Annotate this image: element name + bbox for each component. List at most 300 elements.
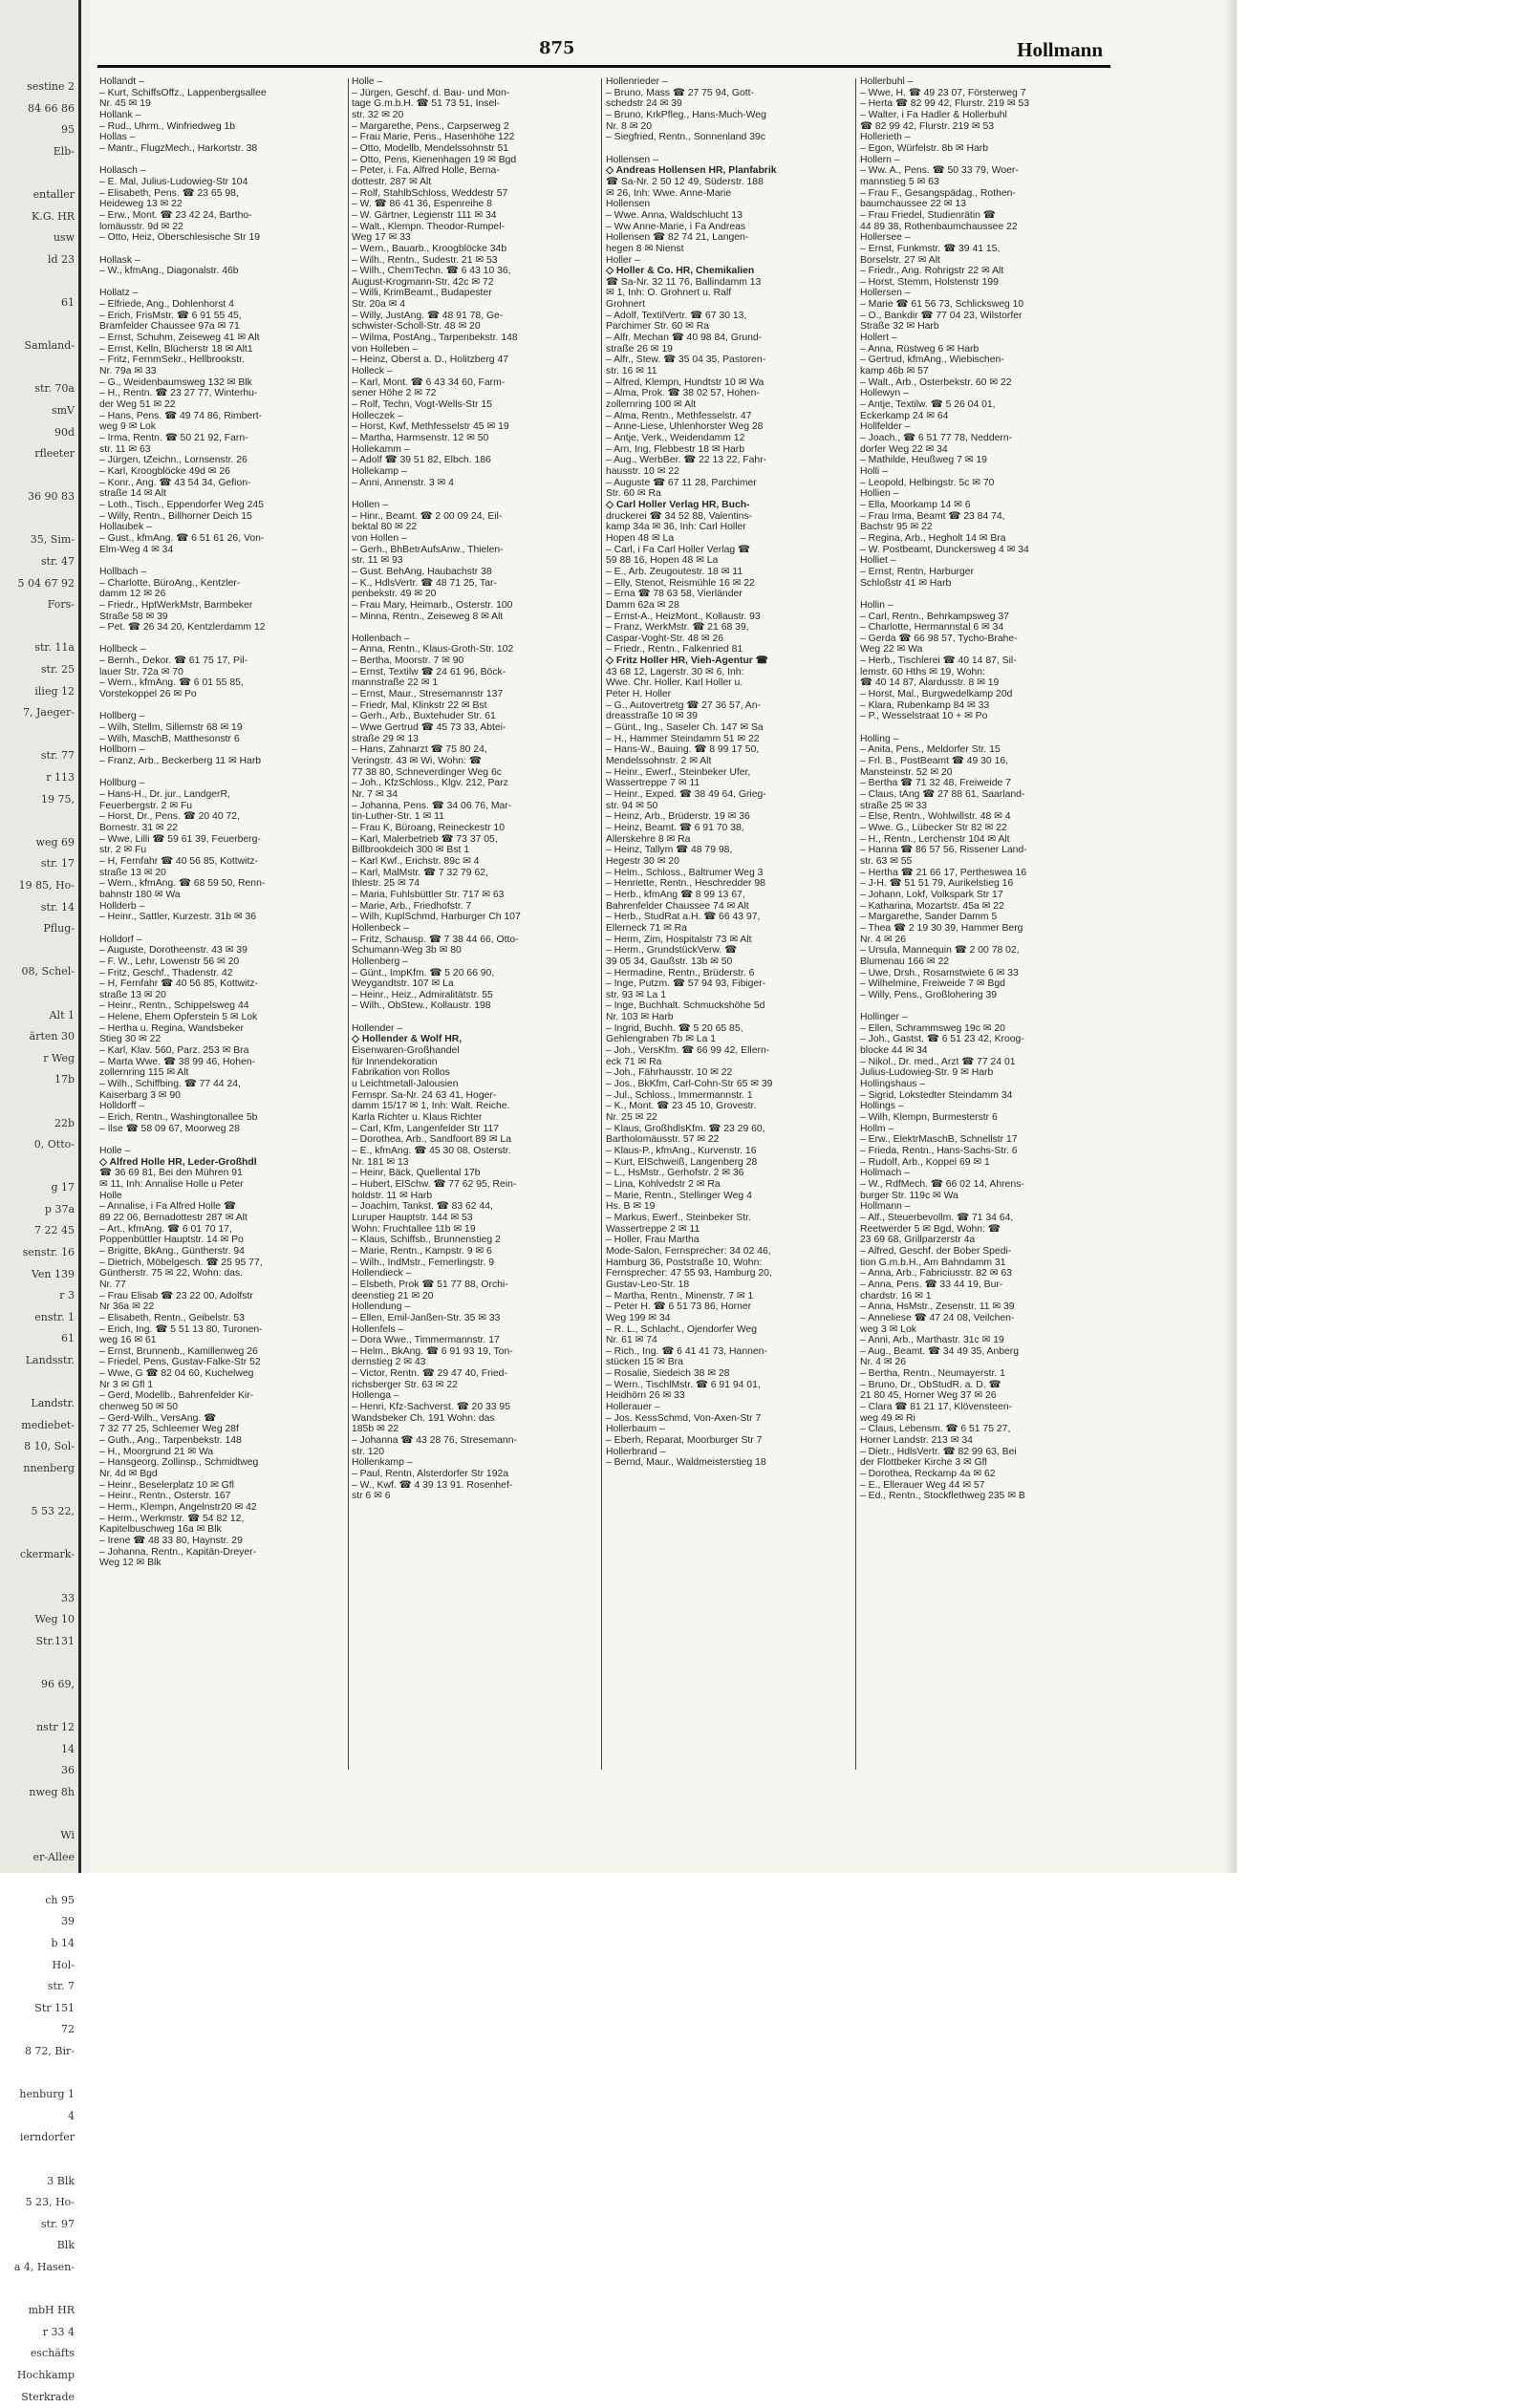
- directory-entry-line: str. 63 ✉ 55: [860, 855, 913, 867]
- directory-entry-line: 7 32 77 25, Schleemer Weg 28f: [99, 1424, 239, 1435]
- directory-entry-line: – E., Arb. Zeugoutestr. 18 ✉ 11: [606, 566, 743, 577]
- previous-page-fragment: [0, 983, 75, 1005]
- directory-entry-line: – Wern., Bauarb., Kroogblöcke 34b: [352, 243, 507, 254]
- directory-entry-line: – Markus, Ewerf., Steinbeker Str.: [606, 1212, 751, 1223]
- previous-page-fragment: ärten 30: [29, 1030, 75, 1043]
- previous-page-fragment: rfleeter: [34, 447, 75, 461]
- directory-entry-line: – Katharina, Mozartstr. 45a ✉ 22: [860, 900, 1004, 912]
- directory-entry-line: – Ella, Moorkamp 14 ✉ 6: [860, 499, 971, 510]
- directory-entry-line: – Egon, Würfelstr. 8b ✉ Harb: [860, 142, 989, 154]
- previous-page-fragment: Sterkrade: [21, 2390, 75, 2403]
- directory-entry-line: Julius-Ludowieg-Str. 9 ✉ Harb: [860, 1067, 994, 1079]
- directory-entry-line: – Hubert, ElSchw. ☎ 77 62 95, Rein-: [352, 1178, 517, 1190]
- surname-heading: Hollert –: [860, 333, 897, 344]
- surname-heading: Holliet –: [860, 555, 896, 567]
- directory-entry-line: str. 120: [352, 1446, 385, 1457]
- directory-entry-line: – Rolf, Techn, Vogt-Wells-Str 15: [352, 399, 492, 411]
- directory-entry-line: – P., Wesselstraat 10 + ✉ Po: [860, 711, 988, 722]
- surname-heading: Holldorff –: [99, 1101, 145, 1112]
- directory-entry-line: straße 13 ✉ 20: [99, 867, 166, 878]
- directory-entry-line: Borselstr. 27 ✉ Alt: [860, 254, 940, 266]
- surname-heading: von Holleben –: [352, 343, 419, 355]
- directory-entry-line: – Mantr., FlugzMech., Harkortstr. 38: [99, 142, 258, 154]
- directory-entry-line: – Jul., Schloss., Immermannstr. 1: [606, 1089, 753, 1101]
- directory-entry-line: – Wern., TischlMstr. ☎ 6 91 94 01,: [606, 1379, 761, 1390]
- previous-page-fragment: [0, 357, 75, 379]
- previous-page-fragment: 84 66 86: [28, 101, 75, 115]
- directory-entry-line: Bahrenfelder Chaussee 74 ✉ Alt: [606, 900, 749, 912]
- previous-page-fragment: 36: [61, 1764, 75, 1777]
- directory-entry-line: – Ernst, Kelln, Blücherstr 18 ✉ Alt1: [99, 343, 253, 355]
- previous-page-fragments: [0, 0, 78, 2408]
- previous-page-fragment: 22b: [54, 1116, 75, 1129]
- directory-entry-line: burger Str. 119c ✉ Wa: [860, 1190, 958, 1201]
- directory-entry-line: Hollensen: [606, 199, 651, 210]
- directory-entry-line: – Anita, Pens., Meldorfer Str. 15: [860, 744, 1001, 756]
- blank-line: [352, 1012, 596, 1023]
- directory-entry-line: ☎ 36 69 81, Bei den Mühren 91: [99, 1168, 243, 1179]
- directory-entry-line: – Helm., Schloss., Baltrumer Weg 3: [606, 867, 764, 878]
- previous-page-fragment: 61: [61, 295, 75, 309]
- previous-page-fragment: [0, 1696, 75, 1718]
- previous-page-fragment: 33: [61, 1591, 75, 1604]
- directory-entry-line: ☎ Sa-Nr. 32 11 76, Ballindamm 13: [606, 276, 762, 288]
- directory-entry-line: – Ernst, Brunnenb., Kamillenweg 26: [99, 1345, 258, 1357]
- surname-heading: Hollbeck –: [99, 644, 146, 656]
- surname-heading: Hollewyn –: [860, 388, 909, 399]
- directory-entry-line: Eisenwaren-Großhandel: [352, 1045, 460, 1057]
- directory-entry-line: – Mathilde, Heußweg 7 ✉ 19: [860, 455, 987, 466]
- directory-entry-line: bektal 80 ✉ 22: [352, 522, 418, 533]
- directory-entry-line: – Kurt, ElSchweiß, Langenberg 28: [606, 1156, 758, 1168]
- directory-entry-line: – Lina, Kohlvedstr 2 ✉ Ra: [606, 1178, 721, 1190]
- previous-page-fragment: [0, 1523, 75, 1545]
- previous-page-fragment: str. 11a: [34, 641, 75, 655]
- previous-page-fragment: ilieg 12: [34, 684, 75, 698]
- previous-page-fragment: r Weg: [43, 1051, 75, 1064]
- surname-heading: Hollatz –: [99, 288, 139, 299]
- surname-heading: Hollingshaus –: [860, 1079, 926, 1090]
- directory-entry-line: – Ww. A., Pens. ☎ 50 33 79, Woer-: [860, 165, 1019, 177]
- previous-page-fragment: 35, Sim-: [30, 533, 75, 547]
- directory-entry-line: Grohnert: [606, 299, 646, 311]
- directory-entry-line: str 6 ✉ 6: [352, 1491, 391, 1502]
- directory-entry-line: – Annalise, i Fa Alfred Holle ☎: [99, 1201, 236, 1213]
- directory-entry-line: chenweg 50 ✉ 50: [99, 1402, 179, 1413]
- directory-entry-line: – Siegfried, Rentn., Sonnenland 39c: [606, 132, 765, 143]
- directory-entry-line: – Dorothea, Arb., Sandfoort 89 ✉ La: [352, 1134, 511, 1146]
- directory-entry-line: str. 2 ✉ Fu: [99, 845, 147, 856]
- directory-entry-line: – Otto, Pens, Kienenhagen 19 ✉ Bgd: [352, 154, 517, 165]
- blank-line: [99, 155, 344, 166]
- directory-entry-line: Elm-Weg 4 ✉ 34: [99, 544, 174, 555]
- directory-entry-line: – Wwe. Anna, Waldschlucht 13: [606, 209, 743, 221]
- directory-entry-line: – Hans-H., Dr. jur., LandgerR,: [99, 789, 230, 800]
- previous-page-fragment: senstr. 16: [22, 1246, 75, 1259]
- previous-page-fragment: henburg 1: [19, 2088, 75, 2101]
- directory-entry-line: blocke 44 ✉ 34: [860, 1045, 928, 1057]
- directory-entry-line: – Frau Elisab ☎ 23 22 00, Adolfstr: [99, 1290, 253, 1301]
- previous-page-fragment: [0, 270, 75, 292]
- directory-entry-line: – Anna, Pens. ☎ 33 44 19, Bur-: [860, 1279, 1003, 1290]
- directory-entry-line: Nr. 4d ✉ Bgd: [99, 1469, 158, 1480]
- previous-page-fragment: Alt 1: [49, 1008, 75, 1021]
- previous-page-fragment: [0, 616, 75, 638]
- directory-entry-line: Mode-Salon, Fernsprecher: 34 02 46,: [606, 1245, 771, 1257]
- directory-entry-line: – Minna, Rentn., Zeiseweg 8 ✉ Alt: [352, 611, 504, 622]
- directory-entry-line: Wandsbeker Ch. 191 Wohn: das: [352, 1412, 495, 1424]
- directory-entry-line: – Wilh, MaschB, Matthesonstr 6: [99, 733, 240, 744]
- directory-entry-line: – Martha, Harmsenstr. 12 ✉ 50: [352, 433, 489, 443]
- directory-entry-line: sener Höhe 2 ✉ 72: [352, 388, 437, 399]
- directory-entry-line: – H., Hammer Steindamm 51 ✉ 22: [606, 733, 760, 744]
- directory-entry-line: – Heinr., Ewerf., Steinbeker Ufer,: [606, 766, 751, 778]
- directory-entry-line: – Wilh, Klempn, Burmesterstr 6: [860, 1112, 998, 1124]
- directory-entry-line: – Regina, Arb., Hegholt 14 ✉ Bra: [860, 532, 1006, 544]
- directory-entry-line: – Heinr., Exped. ☎ 38 49 64, Grieg-: [606, 789, 766, 800]
- directory-entry-line: – Fritz, FernmSekr., Hellbrookstr.: [99, 355, 245, 366]
- directory-entry-line: – Hans, Zahnarzt ☎ 75 80 24,: [352, 744, 487, 756]
- directory-entry-line: dorfer Weg 22 ✉ 34: [860, 443, 948, 455]
- previous-page-fragment: mbH HR: [28, 2304, 75, 2317]
- directory-entry-line: – Fritz, Schausp. ☎ 7 38 44 66, Otto-: [352, 934, 519, 945]
- directory-entry-line: – Bertha ☎ 71 32 48, Freiweide 7: [860, 778, 1011, 789]
- directory-entry-line: – Marta Wwe. ☎ 38 99 46, Hohen-: [99, 1056, 256, 1067]
- directory-entry-line: – Walter, i Fa Hadler & Hollerbuhl: [860, 109, 1007, 120]
- surname-heading: Hollm –: [860, 1123, 894, 1134]
- directory-entry-line: – Dora Wwe., Timmermannstr. 17: [352, 1335, 500, 1346]
- directory-entry-line: – Eberh, Reparat, Moorburger Str 7: [606, 1435, 763, 1447]
- directory-entry-line: – Anne-Liese, Uhlenhorster Weg 28: [606, 421, 764, 433]
- directory-entry-line: – Horst, Mal., Burgwedelkamp 20d: [860, 689, 1013, 700]
- surname-heading: Holli –: [860, 465, 888, 477]
- directory-entry-line: – Karl, Mont. ☎ 6 43 34 60, Farm-: [352, 376, 506, 388]
- directory-entry-line: Str. 60 ✉ Ra: [606, 488, 661, 500]
- directory-entry-line: – F. W., Lehr, Lowenstr 56 ✉ 20: [99, 956, 240, 967]
- directory-entry-line: – G., Weidenbaumsweg 132 ✉ Blk: [99, 376, 252, 388]
- directory-entry-line: Fernspr. Sa-Nr. 24 63 41, Hoger-: [352, 1089, 497, 1101]
- directory-entry-line: – Leopold, Helbingstr. 5c ✉ 70: [860, 477, 995, 488]
- directory-entry-line: – Johanna, Rentn., Kapitän-Dreyer-: [99, 1546, 257, 1558]
- directory-entry-line: – Bertha, Rentn., Neumayerstr. 1: [860, 1368, 1005, 1380]
- directory-entry-line: – Wern., kfmAng. ☎ 68 59 50, Renn-: [99, 878, 266, 890]
- directory-entry-line: – Inge, Buchhalt. Schmuckshöhe 5d: [606, 1000, 765, 1012]
- directory-entry-line: – Martha, Rentn., Minenstr. 7 ✉ 1: [606, 1290, 754, 1301]
- directory-entry-line: – Jürgen, tZeichn., Lornsenstr. 26: [99, 455, 248, 466]
- directory-entry-line: tin-Luther-Str. 1 ✉ 11: [352, 811, 444, 823]
- surname-heading: Hollin –: [860, 599, 894, 611]
- directory-entry-line: eck 71 ✉ Ra: [606, 1056, 662, 1067]
- directory-entry-line: – Hermadine, Rentn., Brüderstr. 6: [606, 967, 755, 978]
- directory-entry-line: Nr. 45 ✉ 19: [99, 98, 151, 110]
- directory-entry-line: Bramfelder Chaussee 97a ✉ 71: [99, 321, 240, 333]
- directory-entry-line: – Willy, Rentn., Billhorner Deich 15: [99, 510, 252, 522]
- column-divider: [348, 78, 349, 1770]
- directory-entry-line: – Willy, Pens., Großlohering 39: [860, 989, 998, 1000]
- directory-entry-line: Holle: [99, 1190, 122, 1201]
- previous-page-fragment: 5 53 22,: [31, 1505, 75, 1518]
- surname-heading: Hollborn –: [99, 744, 145, 756]
- directory-entry-line: – Alfr., Stew. ☎ 35 04 35, Pastoren-: [606, 355, 766, 366]
- previous-page-fragment: K.G. HR: [32, 209, 75, 223]
- directory-entry-line: – Wilh., ObStew., Kollaustr. 198: [352, 1000, 491, 1012]
- directory-entry-line: – Anna, Rüstweg 6 ✉ Harb: [860, 343, 980, 355]
- directory-entry-line: – Wilh, KuplSchmd, Harburger Ch 107: [352, 912, 521, 923]
- previous-page-fragment: r 3: [59, 1289, 75, 1302]
- previous-page-fragment: [0, 1091, 75, 1113]
- directory-entry-line: – Frl. B., PostBeamt ☎ 49 30 16,: [860, 756, 1009, 767]
- previous-page-fragment: [0, 810, 75, 832]
- directory-entry-line: Hollensen ☎ 82 74 21, Langen-: [606, 232, 749, 244]
- directory-entry-line: – Herb., kfmAng ☎ 8 99 13 67,: [606, 889, 745, 900]
- directory-entry-line: str. 32 ✉ 20: [352, 109, 404, 120]
- directory-entry-line: – Karl, Klav. 560, Parz. 253 ✉ Bra: [99, 1045, 249, 1057]
- directory-entry-line: schwister-Scholl-Str. 48 ✉ 20: [352, 321, 481, 333]
- directory-entry-line: mannstieg 5 ✉ 63: [860, 176, 939, 187]
- directory-entry-line: Bachstr 95 ✉ 22: [860, 522, 933, 533]
- surname-heading: Hollensen –: [606, 154, 658, 165]
- surname-heading: Hollank –: [99, 109, 141, 120]
- directory-entry-line: – Clara ☎ 81 21 17, Klövensteen-: [860, 1402, 1013, 1413]
- previous-page-fragment: usw: [53, 231, 75, 245]
- directory-entry-line: – Dietr., HdlsVertr. ☎ 82 99 63, Bei: [860, 1446, 1017, 1457]
- previous-page-fragment: [0, 1804, 75, 1826]
- directory-entry-line: dreasstraße 10 ✉ 39: [606, 711, 698, 722]
- directory-entry-line: str. 94 ✉ 50: [606, 800, 658, 811]
- previous-page-fragment: str. 25: [40, 663, 75, 677]
- surname-heading: Holldorf –: [99, 934, 142, 945]
- running-head: Hollmann: [1017, 38, 1103, 61]
- surname-heading: Hollerbuhl –: [860, 76, 914, 87]
- previous-page-fragment: [0, 508, 75, 530]
- directory-entry-line: Karla Richter u. Klaus Richter: [352, 1112, 483, 1124]
- directory-entry-line: deenstieg 21 ✉ 20: [352, 1290, 434, 1301]
- surname-heading: Hollen –: [352, 499, 389, 510]
- previous-page-fragment: Str.131: [35, 1634, 75, 1647]
- directory-entry-line: – Kurt, SchiffsOffz., Lappenbergsallee: [99, 87, 267, 98]
- previous-page-fragment: [0, 724, 75, 746]
- surname-heading: Holle –: [352, 76, 383, 87]
- surname-heading: Hollersen –: [860, 288, 911, 299]
- previous-page-fragment: [0, 2279, 75, 2301]
- directory-entry-line: – Otto, Modellb, Mendelssohnstr 51: [352, 142, 509, 154]
- directory-entry-line: – Erna ☎ 78 63 58, Vierländer: [606, 589, 743, 600]
- directory-entry-line: – Elfriede, Ang., Dohlenhorst 4: [99, 299, 234, 311]
- directory-entry-line: – Otto, Heiz, Oberschlesische Str 19: [99, 232, 261, 244]
- directory-entry-line: – Frau Marie, Pens., Hasenhöhe 122: [352, 132, 515, 143]
- directory-entry-line: – Carl, Kfm, Langenfelder Str 117: [352, 1123, 500, 1134]
- directory-entry-line: – Ernst-A., HeizMont., Kollaustr. 93: [606, 611, 761, 622]
- directory-entry-line: – Friedr., HptWerkMstr, Barmbeker: [99, 599, 253, 611]
- directory-entry-line: – Erw., ElektrMaschB, Schnellstr 17: [860, 1134, 1018, 1146]
- previous-page-fragment: 14: [61, 1742, 75, 1755]
- previous-page-fragment: str. 47: [40, 555, 75, 569]
- directory-entry-line: Bornestr. 31 ✉ 22: [99, 822, 179, 833]
- directory-entry-line: – Ernst, Maur., Stresemannstr 137: [352, 689, 504, 700]
- directory-entry-line: – Günt., ImpKfm. ☎ 5 20 66 90,: [352, 967, 495, 978]
- surname-heading: Hollekamm –: [352, 443, 410, 455]
- directory-entry-line: – Else, Rentn., Wohlwillstr. 48 ✉ 4: [860, 811, 1011, 823]
- surname-heading: Hollbach –: [99, 566, 147, 577]
- directory-entry-line: ◇ Alfred Holle HR, Leder-Großhdl: [99, 1156, 257, 1168]
- directory-entry-line: 77 38 80, Schneverdinger Weg 6c: [352, 766, 502, 778]
- directory-entry-line: Hegestr 30 ✉ 20: [606, 855, 679, 867]
- directory-entry-line: – Antje, Verk., Weidendamm 12: [606, 433, 745, 443]
- directory-entry-line: – Joh., KfzSchloss., Klgv. 212, Parz: [352, 778, 508, 789]
- directory-entry-line: straße 14 ✉ Alt: [99, 488, 166, 500]
- directory-entry-line: – Joh., Gastst. ☎ 6 51 23 42, Kroog-: [860, 1034, 1024, 1045]
- directory-entry-line: – Charlotte, BüroAng., Kentzler-: [99, 577, 241, 589]
- directory-entry-line: str. 93 ✉ La 1: [606, 989, 667, 1000]
- surname-heading: Holle –: [99, 1146, 131, 1156]
- surname-heading: Hollburg –: [99, 778, 145, 789]
- directory-entry-line: – Victor, Rentn. ☎ 29 47 40, Fried-: [352, 1368, 507, 1380]
- directory-entry-line: – Auguste, Dorotheenstr. 43 ✉ 39: [99, 945, 248, 957]
- directory-entry-line: – Karl, Kroogblöcke 49d ✉ 26: [99, 465, 230, 477]
- previous-page-fragment: Weg 10: [34, 1613, 75, 1626]
- directory-entry-line: str. 11 ✉ 63: [99, 443, 151, 455]
- previous-page-fragment: 0, Otto-: [33, 1138, 75, 1151]
- surname-heading: Hollenfels –: [352, 1323, 404, 1335]
- directory-entry-line: str. 11 ✉ 93: [352, 555, 403, 567]
- directory-entry-line: Schloßstr 41 ✉ Harb: [860, 577, 952, 589]
- previous-page-fragment: Samland-: [24, 339, 75, 353]
- directory-entry-line: – Marie, Arb., Friedhofstr. 7: [352, 900, 472, 912]
- surname-heading: Hollerieth –: [860, 132, 911, 143]
- directory-entry-line: – Friedr, Mal, Klinkstr 22 ✉ Bst: [352, 699, 487, 711]
- directory-entry-line: – O., Bankdir ☎ 77 04 23, Wilstorfer: [860, 310, 1023, 321]
- page-edge-shadow: [1223, 0, 1237, 1873]
- directory-entry-line: – Heinz, Arb., Brüderstr. 19 ✉ 36: [606, 811, 750, 823]
- directory-entry-line: – Joach., ☎ 6 51 77 78, Neddern-: [860, 433, 1013, 443]
- directory-entry-line: – W. Gärtner, Legienstr 111 ✉ 34: [352, 209, 497, 221]
- directory-entry-line: Caspar-Voght-Str. 48 ✉ 26: [606, 633, 724, 644]
- directory-entry-line: – W., Kwf. ☎ 4 39 13 91. Rosenhef-: [352, 1479, 513, 1491]
- surname-heading: Hollmann –: [860, 1201, 911, 1213]
- directory-entry-line: druckerei ☎ 34 52 88, Valentins-: [606, 510, 753, 522]
- directory-entry-line: weg 16 ✉ 61: [99, 1335, 157, 1346]
- surname-heading: Holler –: [606, 254, 640, 266]
- previous-page-fragment: str. 14: [40, 900, 75, 914]
- directory-entry-line: – Erw., Mont. ☎ 23 42 24, Bartho-: [99, 209, 252, 221]
- directory-entry-line: – Anna, Arb., Fabriciusstr. 82 ✉ 63: [860, 1268, 1012, 1279]
- directory-entry-line: Kaiserbarg 3 ✉ 90: [99, 1089, 181, 1101]
- directory-entry-line: – Sigrid, Lokstedter Steindamm 34: [860, 1089, 1013, 1101]
- directory-entry-line: – Helene, Ehem Opferstein 5 ✉ Lok: [99, 1012, 258, 1023]
- directory-entry-line: Hopen 48 ✉ La: [606, 532, 675, 544]
- directory-entry-line: ◇ Hollender & Wolf HR,: [352, 1034, 463, 1045]
- column-divider: [601, 78, 602, 1770]
- directory-entry-line: u Leichtmetall-Jalousien: [352, 1079, 459, 1090]
- directory-entry-line: Str. 20a ✉ 4: [352, 299, 406, 311]
- page-header: [90, 38, 1103, 67]
- directory-entry-line: – Holler, Frau Martha: [606, 1235, 700, 1246]
- directory-entry-line: der Flottbeker Kirche 3 ✉ Gfl: [860, 1457, 987, 1469]
- directory-entry-line: – Henriette, Rentn., Heschredder 98: [606, 878, 765, 890]
- directory-entry-line: – K., Mont. ☎ 23 45 10, Grovestr.: [606, 1101, 757, 1112]
- previous-page-fragment: [0, 1566, 75, 1588]
- directory-entry-line: zollernring 100 ✉ Alt: [606, 399, 697, 411]
- directory-entry-line: ◇ Carl Holler Verlag HR, Buch-: [606, 499, 750, 510]
- directory-entry-line: – Anni, Arb., Marthastr. 31c ✉ 19: [860, 1335, 1004, 1346]
- directory-entry-line: – Klaus, Schiffsb., Brunnenstieg 2: [352, 1235, 501, 1246]
- directory-entry-line: – R. L., Schlacht., Ojendorfer Weg: [606, 1323, 758, 1335]
- directory-column-1: [99, 76, 344, 1835]
- surname-heading: Hollandt –: [99, 76, 144, 87]
- directory-entry-line: hausstr. 10 ✉ 22: [606, 465, 679, 477]
- directory-entry-line: Heidhörn 26 ✉ 33: [606, 1390, 685, 1402]
- previous-page-fragment: Wi: [60, 1829, 75, 1842]
- surname-heading: Hollings –: [860, 1101, 904, 1112]
- previous-page-fragment: [0, 1372, 75, 1394]
- directory-entry-line: weg 9 ✉ Lok: [99, 421, 156, 433]
- surname-heading: Hollenkamp –: [352, 1457, 413, 1469]
- directory-entry-line: Vorstekoppel 26 ✉ Po: [99, 689, 197, 700]
- directory-entry-line: – G., Autovertretg ☎ 27 36 57, An-: [606, 699, 761, 711]
- directory-entry-line: – Karl, MalMstr. ☎ 7 32 79 62,: [352, 867, 488, 878]
- previous-page-fragment: str. 97: [40, 2217, 75, 2230]
- directory-entry-line: – Jürgen, Geschf. d. Bau- und Mon-: [352, 87, 510, 98]
- previous-page-fragment: str. 17: [40, 857, 75, 871]
- previous-page-fragment: eschäfts: [30, 2347, 75, 2360]
- directory-entry-line: – Karl, Malerbetrieb ☎ 73 37 05,: [352, 833, 498, 845]
- directory-entry-line: richsberger Str. 63 ✉ 22: [352, 1379, 458, 1390]
- previous-page-fragment: a 4, Hasen-: [13, 2260, 75, 2273]
- directory-entry-line: – Ernst, Textilw ☎ 24 61 96, Böck-: [352, 666, 506, 677]
- blank-line: [860, 722, 1105, 734]
- directory-entry-line: 39 05 34, Gaußstr. 13b ✉ 50: [606, 956, 733, 967]
- directory-entry-line: ✉ 1, Inh: O. Grohnert u. Ralf: [606, 288, 732, 299]
- directory-entry-line: – Anna, Rentn., Klaus-Groth-Str. 102: [352, 644, 514, 656]
- directory-entry-line: weg 49 ✉ Ri: [860, 1412, 915, 1424]
- directory-entry-line: – Irene ☎ 48 33 80, Haynstr. 29: [99, 1535, 243, 1546]
- directory-entry-line: schedstr 24 ✉ 39: [606, 98, 682, 110]
- directory-entry-line: baumchaussee 22 ✉ 13: [860, 199, 966, 210]
- directory-entry-line: – Gerh., BhBetrAufsAnw., Thielen-: [352, 544, 504, 555]
- directory-entry-line: – Uwe, Drsh., Rosamstwiete 6 ✉ 33: [860, 967, 1019, 978]
- directory-entry-line: – Dorothea, Reckamp 4a ✉ 62: [860, 1469, 996, 1480]
- directory-entry-line: Weg 22 ✉ Wa: [860, 644, 923, 656]
- directory-entry-line: damm 15/17 ✉ 1, Inh: Walt. Reiche.: [352, 1101, 510, 1112]
- directory-entry-line: – Jos. KessSchmd, Von-Axen-Str 7: [606, 1412, 762, 1424]
- surname-heading: Hollfelder –: [860, 421, 911, 433]
- directory-entry-line: – Heinr, Bäck, Quellental 17b: [352, 1168, 481, 1179]
- surname-heading: Hollenrieder –: [606, 76, 668, 87]
- directory-entry-line: Gehlengraben 7b ✉ La 1: [606, 1034, 717, 1045]
- directory-entry-line: Veringstr. 43 ✉ Wi, Wohn: ☎: [352, 756, 482, 767]
- previous-page-fragment: smV: [51, 403, 75, 417]
- directory-entry-line: – Alf., Steuerbevollm. ☎ 71 34 64,: [860, 1212, 1014, 1223]
- directory-entry-line: – Herm., Werkmstr. ☎ 54 82 12,: [99, 1513, 245, 1524]
- directory-entry-line: dernstieg 2 ✉ 43: [352, 1357, 426, 1368]
- previous-page-fragment: 7, Jaeger-: [23, 706, 75, 720]
- directory-entry-line: Ellerneck 71 ✉ Ra: [606, 922, 687, 934]
- blank-line: [606, 143, 851, 155]
- directory-entry-line: – Bruno, Dr., ObStudR. a. D. ☎: [860, 1379, 1001, 1390]
- previous-page-fragment: 36 90 83: [28, 490, 75, 504]
- directory-entry-line: Weg 199 ✉ 34: [606, 1312, 671, 1323]
- directory-entry-line: Nr. 79a ✉ 33: [99, 366, 157, 377]
- directory-entry-line: Wassertreppe 2 ✉ 11: [606, 1223, 700, 1235]
- directory-entry-line: – Gerh., Arb., Buxtehuder Str. 61: [352, 711, 496, 722]
- directory-entry-line: – Herta ☎ 82 99 42, Flurstr. 219 ✉ 53: [860, 98, 1030, 110]
- directory-entry-line: holdstr. 11 ✉ Harb: [352, 1190, 433, 1201]
- directory-entry-line: – Hans-W., Bauing. ☎ 8 99 17 50,: [606, 744, 760, 756]
- directory-entry-line: ◇ Andreas Hollensen HR, Planfabrik: [606, 165, 777, 177]
- blank-line: [860, 1000, 1105, 1012]
- directory-entry-line: – Joh., Fährhausstr. 10 ✉ 22: [606, 1067, 733, 1079]
- directory-entry-line: – Konr., Ang. ☎ 43 54 34, Gefion-: [99, 477, 251, 488]
